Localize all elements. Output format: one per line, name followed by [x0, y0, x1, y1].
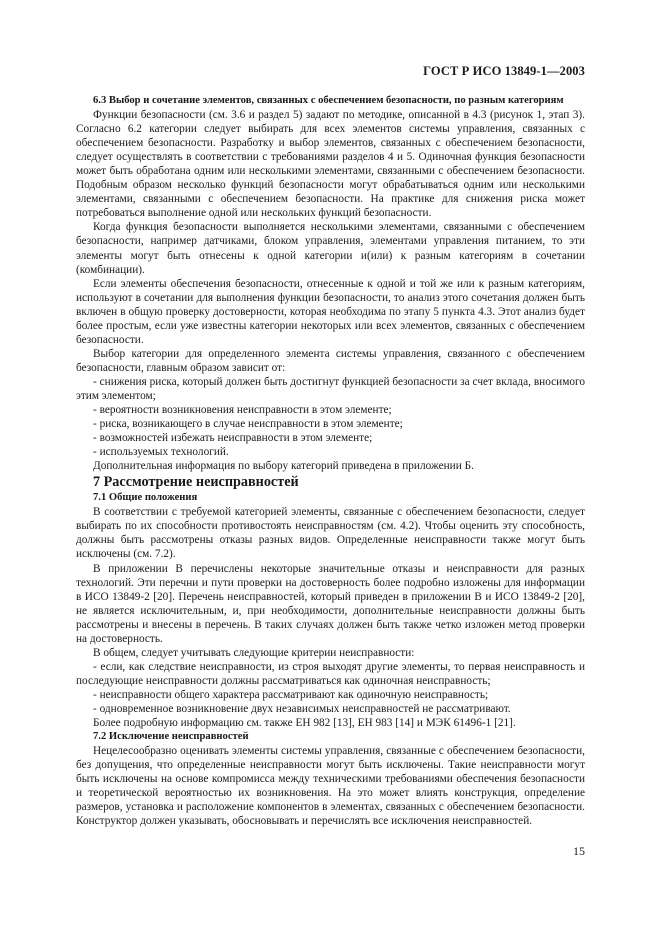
paragraph: Выбор категории для определенного элемента системы управления, связанного с обеспечением безопасности, главным образом зависит от: — [76, 347, 585, 374]
list-item: - вероятности возникновения неисправности в этом элементе; — [93, 404, 392, 417]
list-item: - снижения риска, который должен быть достигнут функцией безопасности за счет вклада, вносимого этим элементом; — [76, 375, 585, 402]
page-number: 15 — [573, 844, 585, 858]
section-7-heading: 7 Рассмотрение неисправностей — [93, 474, 299, 491]
list-item: - возможностей избежать неисправности в этом элементе; — [93, 432, 373, 445]
paragraph: Если элементы обеспечения безопасности, отнесенные к одной и той же или к разным категориям, используют в сочетании для выполнения функции безопасности, то анализ этого сочетания должен быть включен в общую проверку достоверности, которая необходима по этапу 5 пункта 4.3. Этот анализ будет более простым, если уже известны категории некоторых или всех элементов, связанных с обеспечением безопасности. — [76, 277, 585, 346]
section-7-1-heading: 7.1 Общие положения — [93, 492, 198, 504]
list-item: - одновременное возникновение двух независимых неисправностей не рассматривают. — [93, 702, 511, 715]
paragraph: В соответствии с требуемой категорией элементы, связанные с обеспечением безопасности, следует выбирать по их способности противостоять неисправностям (см. 4.2). Чтобы оценить эту способность, должны быть рассмотрены отказы разных видов. Определенные неисправности также могут быть исключены (см. 7.2). — [76, 506, 585, 561]
list-item: - если, как следствие неисправности, из строя выходят другие элементы, то первая неисправность и последующие неисправности должны рассматриваться как одиночная неисправность; — [76, 660, 585, 687]
paragraph: Когда функция безопасности выполняется несколькими элементами, связанными с обеспечением безопасности, например датчиками, блоком управления, элементами управления питанием, то эти элементы могут быть отнесены к одной категории и(или) к разным категориям в сочетании (комбинации). — [76, 221, 585, 276]
paragraph: В приложении В перечислены некоторые значительные отказы и неисправности для разных технологий. Эти перечни и пути проверки на достоверность более подробно изложены для информации в ИСО 13849-2 [20]. Перечень неисправностей, который приведен в приложении В и ИСО 13849-2 [20], не является исключительным, и, при необходимости, дополнительные неисправности должны быть рассмотрены и внесены в перечень. В таких случаях должен быть также четко изложен метод проверки на достоверность. — [76, 562, 585, 645]
section-6-3-heading: 6.3 Выбор и сочетание элементов, связанных с обеспечением безопасности, по разным категориям — [93, 95, 564, 106]
paragraph: Более подробную информацию см. также ЕН 982 [13], ЕН 983 [14] и МЭК 61496-1 [21]. — [93, 717, 516, 730]
paragraph: В общем, следует учитывать следующие критерии неисправности: — [93, 646, 415, 659]
section-7-2-heading: 7.2 Исключение неисправностей — [93, 731, 249, 743]
paragraph: Функции безопасности (см. 3.6 и раздел 5) задают по методике, описанной в 4.3 (рисунок 1, этап 3). Согласно 6.2 категории следует выбирать для всех элементов системы управления, связанных с обеспечением безопасности. Разработку и выбор элементов, связанных с обеспечением безопасности, следует осуществлять в соответствии с требованиями разделов 4 и 5. Одиночная функция безопасности может быть обработана одним или несколькими элементами, связанными с обеспечением безопасности. Подобным образом несколько функций безопасности могут обрабатываться одним или несколькими элементами, связанными с обеспечением безопасности. На практике для снижения риска может потребоваться выполнение одной или нескольких функций безопасности. — [76, 109, 585, 220]
document-code-header: ГОСТ Р ИСО 13849-1—2003 — [423, 64, 585, 78]
list-item: - риска, возникающего в случае неисправности в этом элементе; — [93, 418, 403, 431]
list-item: - неисправности общего характера рассматривают как одиночную неисправность; — [93, 688, 489, 701]
paragraph: Нецелесообразно оценивать элементы системы управления, связанные с обеспечением безопасности, без допущения, что определенные неисправности могут быть исключены. Такие неисправности могут быть исключены на основе компромисса между техническими требованиями обеспечения безопасности и теоретической вероятностью их возникновения. На это может влиять конструкция, определение размеров, установка и расположение компонентов в элементах, связанных с обеспечением безопасности. Конструктор должен указывать, обосновывать и перечислять все исключения неисправностей. — [76, 745, 585, 828]
paragraph: Дополнительная информация по выбору категорий приведена в приложении Б. — [93, 460, 474, 473]
list-item: - используемых технологий. — [93, 446, 229, 459]
page-content — [76, 94, 585, 828]
